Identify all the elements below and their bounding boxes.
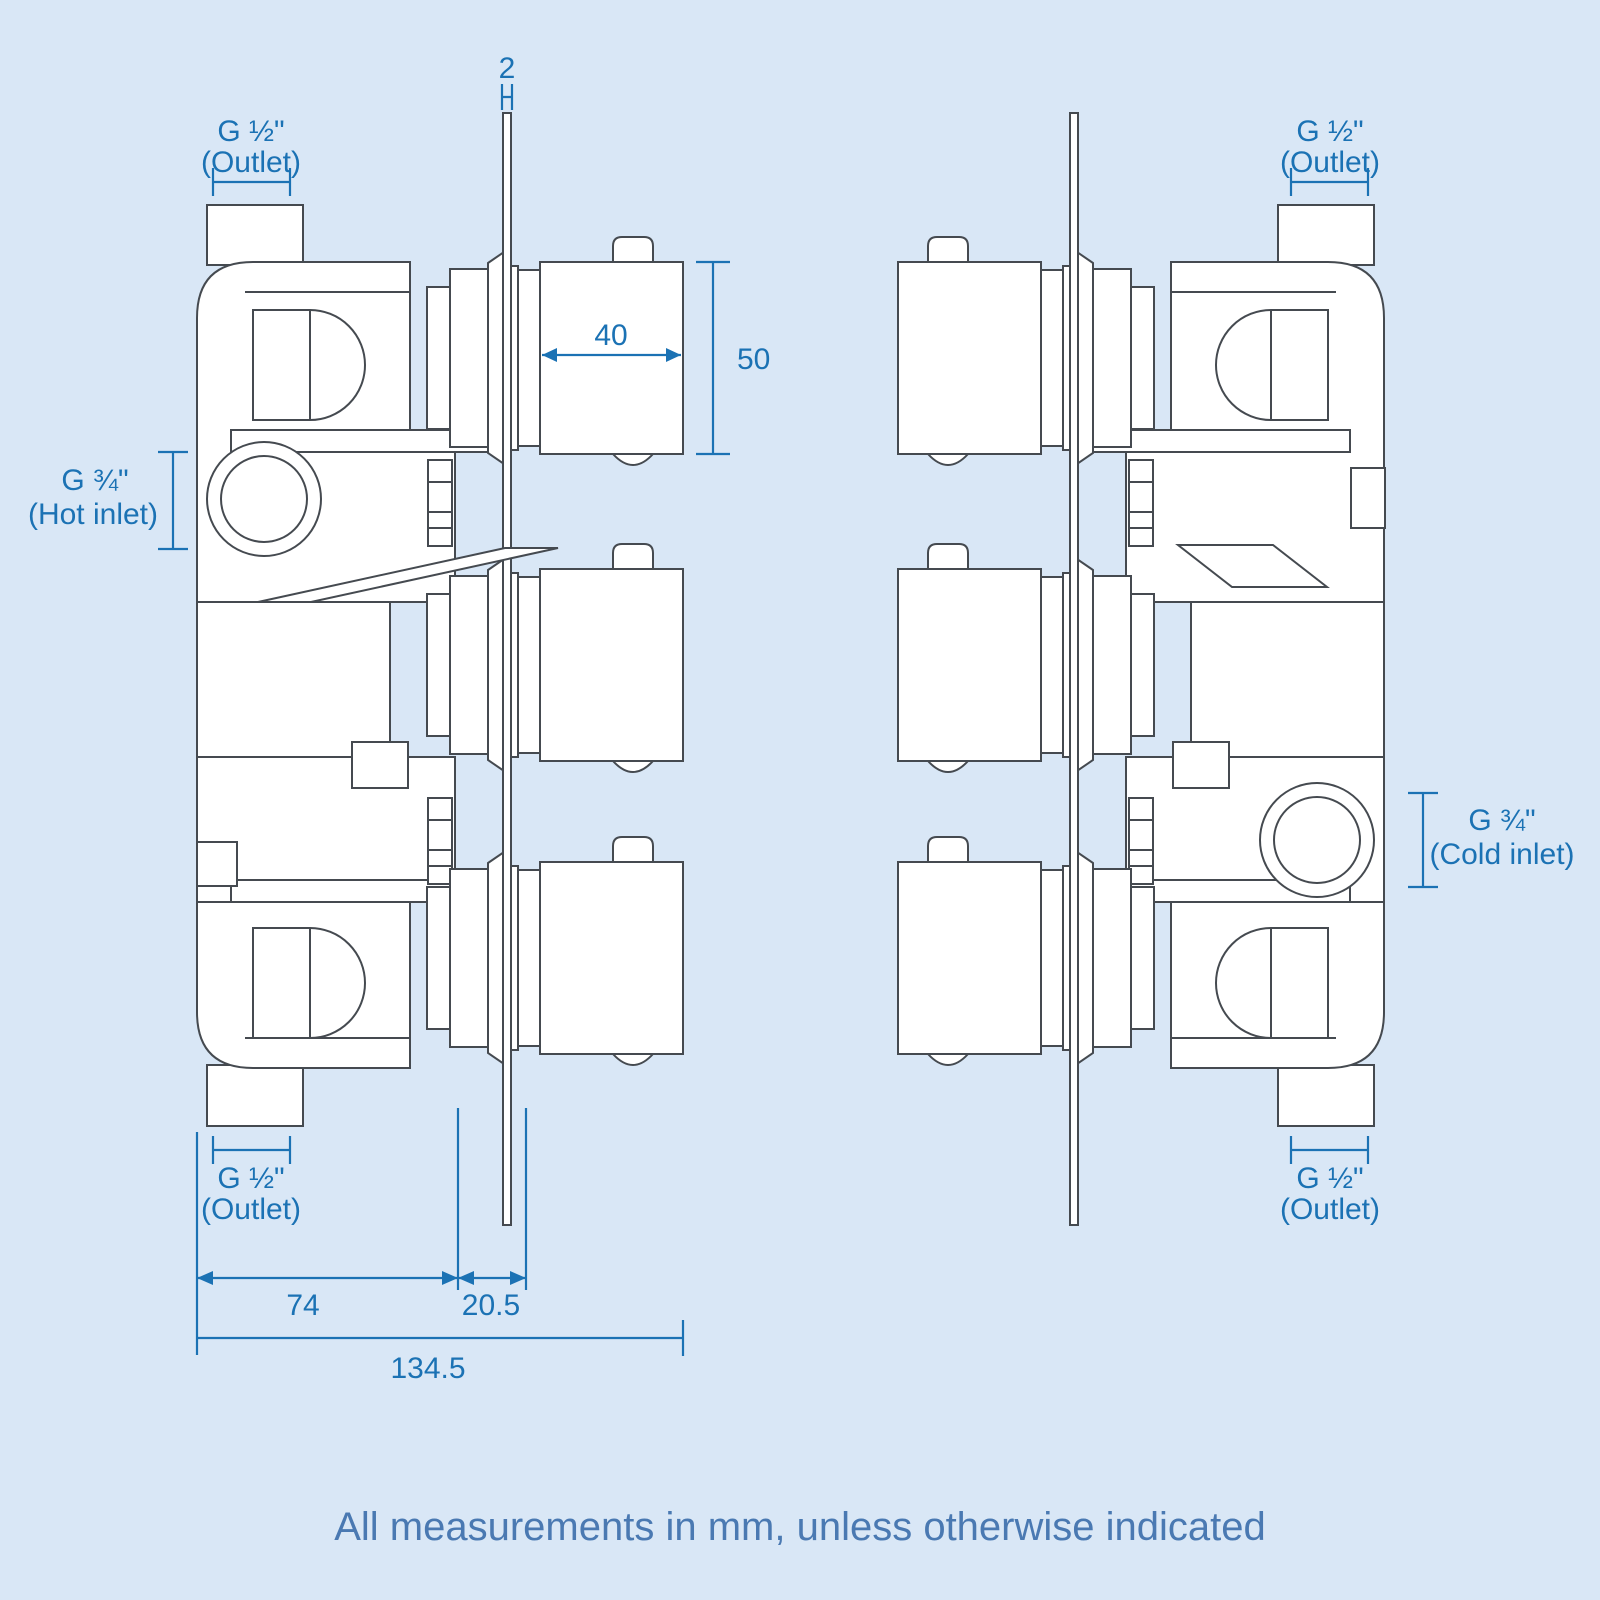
- dimension-bracket: [158, 452, 188, 549]
- outlet-bottom-right-label-line2: (Outlet): [1279, 1193, 1381, 1226]
- valve-drawing: [197, 113, 683, 1225]
- plate-thickness-label: 2: [498, 52, 516, 85]
- arrowhead-left: [197, 1271, 213, 1285]
- outlet-top-left-label-line2: (Outlet): [200, 146, 302, 179]
- dim-outlet-bottom-right: [1280, 1136, 1380, 1226]
- left-valve-view: [197, 113, 683, 1225]
- plate-to-knob-label: 20.5: [461, 1289, 521, 1322]
- dimension-bracket: [696, 262, 730, 454]
- cold-inlet-label-line2: (Cold inlet): [1429, 838, 1575, 871]
- arrowhead-right: [442, 1271, 458, 1285]
- hot-inlet-label-line1: G ¾": [61, 464, 129, 497]
- cold-inlet-port-inner: [1274, 797, 1360, 883]
- hot-inlet-label-line2: (Hot inlet): [27, 498, 159, 531]
- outlet-top-left-label-line1: G ½": [217, 115, 285, 148]
- dim-hot-inlet: [28, 452, 188, 549]
- dimension-bracket: [213, 1136, 290, 1164]
- cold-inlet-label-line1: G ¾": [1468, 804, 1536, 837]
- knob-width-label: 40: [594, 319, 628, 352]
- dim-outlet-top-left: [201, 115, 301, 196]
- dimension-bracket: [1291, 1136, 1368, 1164]
- knob-height-label: 50: [737, 343, 771, 376]
- arrowhead-left: [458, 1271, 474, 1285]
- dim-plate-thickness: [499, 52, 516, 110]
- body-edge-detail: [1351, 468, 1385, 528]
- dim-outlet-top-right: [1280, 115, 1380, 196]
- dim-cold-inlet: [1408, 793, 1575, 887]
- dim-outlet-bottom-left: [201, 1136, 301, 1226]
- right-valve-view: [898, 113, 1385, 1225]
- outlet-bottom-left-label-line1: G ½": [217, 1162, 285, 1195]
- outlet-bottom-right-label-line1: G ½": [1296, 1162, 1364, 1195]
- outlet-top-right-label-line1: G ½": [1296, 115, 1364, 148]
- dimension-bracket: [502, 84, 512, 110]
- valve-drawing: [898, 113, 1384, 1225]
- overall-depth-label: 134.5: [390, 1352, 466, 1385]
- dim-knob-height-50: [696, 262, 770, 454]
- outlet-top-right-label-line2: (Outlet): [1279, 146, 1381, 179]
- body-edge-detail: [197, 842, 237, 886]
- measurement-note: All measurements in mm, unless otherwise indicated: [334, 1505, 1266, 1549]
- hot-inlet-port-inner: [221, 456, 307, 542]
- outlet-bottom-left-label-line2: (Outlet): [200, 1193, 302, 1226]
- body-depth-label: 74: [286, 1289, 320, 1322]
- arrowhead-right: [510, 1271, 526, 1285]
